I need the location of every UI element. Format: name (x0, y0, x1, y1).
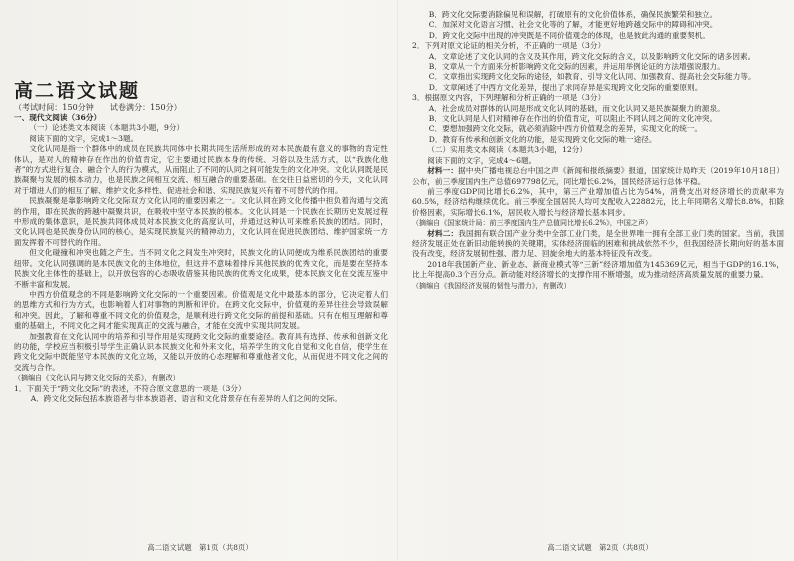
part-heading: （二）实用类文本阅读（本题共3小题，12分） (427, 145, 588, 155)
exam-meta: （考试时间：150分钟 试卷满分：150分） (14, 103, 182, 112)
page-left (14, 10, 388, 552)
material-2-label: 材料二： (427, 228, 459, 238)
article-paragraph: 加强教育在文化认同中的培养和引导作用是实现跨文化交际的重要途径。教育具有选择、传承和创新文化的功能，学校应当积极引导学生正确认识本民族文化和外来文化，培养学生的文化自觉和文化自信，使学生在跨文化交际中既能坚守本民族的文化立场，又能以开放的心态理解和尊重他者文化，从而促进不同文化之间的交流与合作。 (14, 331, 388, 372)
question-2-option-a: A．文章论述了文化认同的含义及其作用，跨文化交际的含义，以及影响跨文化交际的诸多因素。 (428, 51, 756, 61)
question-2-option-c: C．文章指出实现跨文化交际的途径，如教育、引导文化认同、加强教育、提高社会交际能力等。 (428, 72, 756, 82)
article-source: （摘编自《文化认同与跨文化交际的关系》，有删改） (14, 374, 180, 383)
page-footer-right: 高二语文试题 第2页（共8页） (547, 543, 653, 552)
material-2-paragraph: 2018年我国新产业、新业态、新商业模式等“三新”经济增加值为145369亿元，相当于GDP的16.1%，比上年提高0.3个百分点。新动能对经济增长的支撑作用不断增强，成为推动经济高质量发展的重要力量。 (412, 259, 784, 280)
question-3-option-d: D．教育有传承和创新文化的功能，是实现跨文化交际的唯一途径。 (428, 134, 657, 144)
article-paragraph: 文化认同是指一个群体中的成员在民族共同体中长期共同生活所形成的对本民族最有意义的事物的肯定性体认，是对人的精神存在作出的价值肯定，它主要通过民族本身的传统、习俗以及生活方式，以“我族化他者”的方式进行复合、融合个人的行为模式，从而阻止了不同的认同之间可能发生的文化冲突。文化认同既是民族凝聚与发展的根本动力，也是民族之间相互交流、相互融合的重要基础。在交往日益密切的今天，文化认同对于增进人们的相互了解、维护文化多样性、促进社会和谐、实现民族复兴有着不可替代的作用。 (14, 144, 388, 195)
question-1-option-b: B．跨文化交际要消除偏见和误解，打破原有的文化价值体系，确保民族繁荣和独立。 (428, 10, 718, 19)
question-2: 2．下列对原文论证的相关分析，不正确的一项是（3分） (412, 41, 606, 51)
question-3-option-c: C．要想加强跨文化交际，就必须消除中西方价值观念的差异，实现文化的统一。 (428, 124, 703, 134)
material-1-label: 材料一： (427, 166, 459, 176)
material-2-source: （摘编自《我国经济发展的韧性与潜力》，有删改） (412, 281, 571, 290)
article-paragraph: 中西方价值观念的不同是影响跨文化交际的一个重要因素。价值观是文化中最基本的部分，它决定着人们的思维方式和行为方式，也影响着人们对事物的判断和评价。在跨文化交际中，价值观的差异往往会导致误解和冲突。因此，了解和尊重不同文化的价值观念，是顺利进行跨文化交际的前提和基础。只有在相互理解和尊重的基础上，不同文化之间才能实现真正的交流与融合，才能在交流中实现共同发展。 (14, 289, 388, 331)
question-1-option-c: C．加深对文化语言习惯、社会文化等的了解，才能更好地跨越交际中的障碍和冲突。 (428, 20, 718, 30)
question-3-option-a: A．社会成员对群体的认同是形成文化认同的基础，而文化认同又是民族凝聚力的源泉。 (428, 103, 725, 113)
article-paragraph: 民族凝聚是靠影响跨文化交际双方文化认同的重要因素之一。文化认同在跨文化传播中担负着沟通与交流的作用，即在民族的跨越中凝聚共识，在吸收中坚守本民族的根本。文化认同是一个民族在长期历史发展过程中形成的集体意识，是民族共同体成员对本民族文化的高度认可，并通过这种认可来维系民族的团结。同时，文化认同也是民族身份认同的核心，是实现民族复兴的精神动力，文化认同在促进民族团结、维护国家统一方面发挥着不可替代的作用。 (14, 196, 388, 247)
part-instruction: 阅读下面的文字，完成4～6题。 (427, 155, 537, 165)
question-2-option-b: B．文章从一个方面来分析影响跨文化交际的因素，并运用举例论证的方法增强说服力。 (428, 62, 725, 72)
material-1-source: （摘编自《国家统计局：前三季度国内生产总值同比增长6.2%》，中国之声） (412, 219, 653, 228)
article-paragraph: 但文化碰撞和冲突也随之产生。当不同文化之间发生冲突时，民族文化的认同便成为维系民族团结的重要纽带。文化认同强调的是本民族文化的主体地位，但这并不意味着排斥其他民族的优秀文化，而是要在坚持本民族文化主体性的基础上，以开放包容的心态吸收借鉴其他民族的优秀文化成果，使本民族文化在交流互鉴中不断丰富和发展。 (14, 248, 388, 289)
part-instruction: 阅读下面的文字，完成1～3题。 (29, 133, 139, 143)
page-right (412, 10, 784, 552)
question-1-option-a: A．跨文化交际包括本族语者与非本族语者、语言和文化背景存在有差异的人们之间的交际。 (30, 393, 343, 403)
question-2-option-d: D．文章阐述了中西方文化差异，提出了求同存异是实现跨文化交际的重要原则。 (428, 82, 703, 92)
page-footer-left: 高二语文试题 第1页（共8页） (147, 543, 253, 552)
material-1-paragraph: 前三季度GDP同比增长6.2%，其中，第三产业增加值占比为54%，消费支出对经济增长的贡献率为60.5%，经济结构继续优化。前三季度全国居民人均可支配收入22882元，比上年同期名义增长8.8%，扣除价格因素，实际增长6.1%，居民收入增长与经济增长基本同步。 (412, 186, 784, 217)
part-heading: （一）论述类文本阅读（本题共3小题，9分） (29, 123, 185, 133)
page-title: 高二语文试题 (14, 80, 141, 102)
page-fold (397, 0, 398, 561)
question-1: 1．下面关于“跨文化交际”的表述，不符合原文意思的一项是（3分） (14, 383, 246, 393)
question-1-option-d: D．跨文化交际中出现的冲突既是不同价值观念的体现，也是彼此沟通的重要契机。 (428, 30, 711, 40)
material-1-paragraph: 材料一：据中央广播电视总台中国之声《新闻和报纸摘要》报道，国家统计局昨天（2019年10月18日）公布，前三季度国内生产总值697798亿元，同比增长6.2%，国民经济运行总体平稳。 (412, 166, 784, 186)
question-3: 3．根据原文内容，下列理解和分析正确的一项是（3分） (412, 93, 606, 103)
section-heading: 一、现代文阅读（36分） (14, 113, 102, 122)
question-3-option-b: B．文化认同是人们对精神存在作出的价值肯定，可以阻止不同认同之间的文化冲突。 (428, 114, 718, 124)
material-2-paragraph: 材料二：我国拥有联合国产业分类中全部工业门类，是全世界唯一拥有全部工业门类的国家。当前，我国经济发展正处在新旧动能转换的关键期，实体经济面临的困难和挑战依然不少，但我国经济长期向好的基本面没有改变，经济发展韧性强、潜力足、回旋余地大的基本特征没有改变。 (412, 228, 784, 259)
